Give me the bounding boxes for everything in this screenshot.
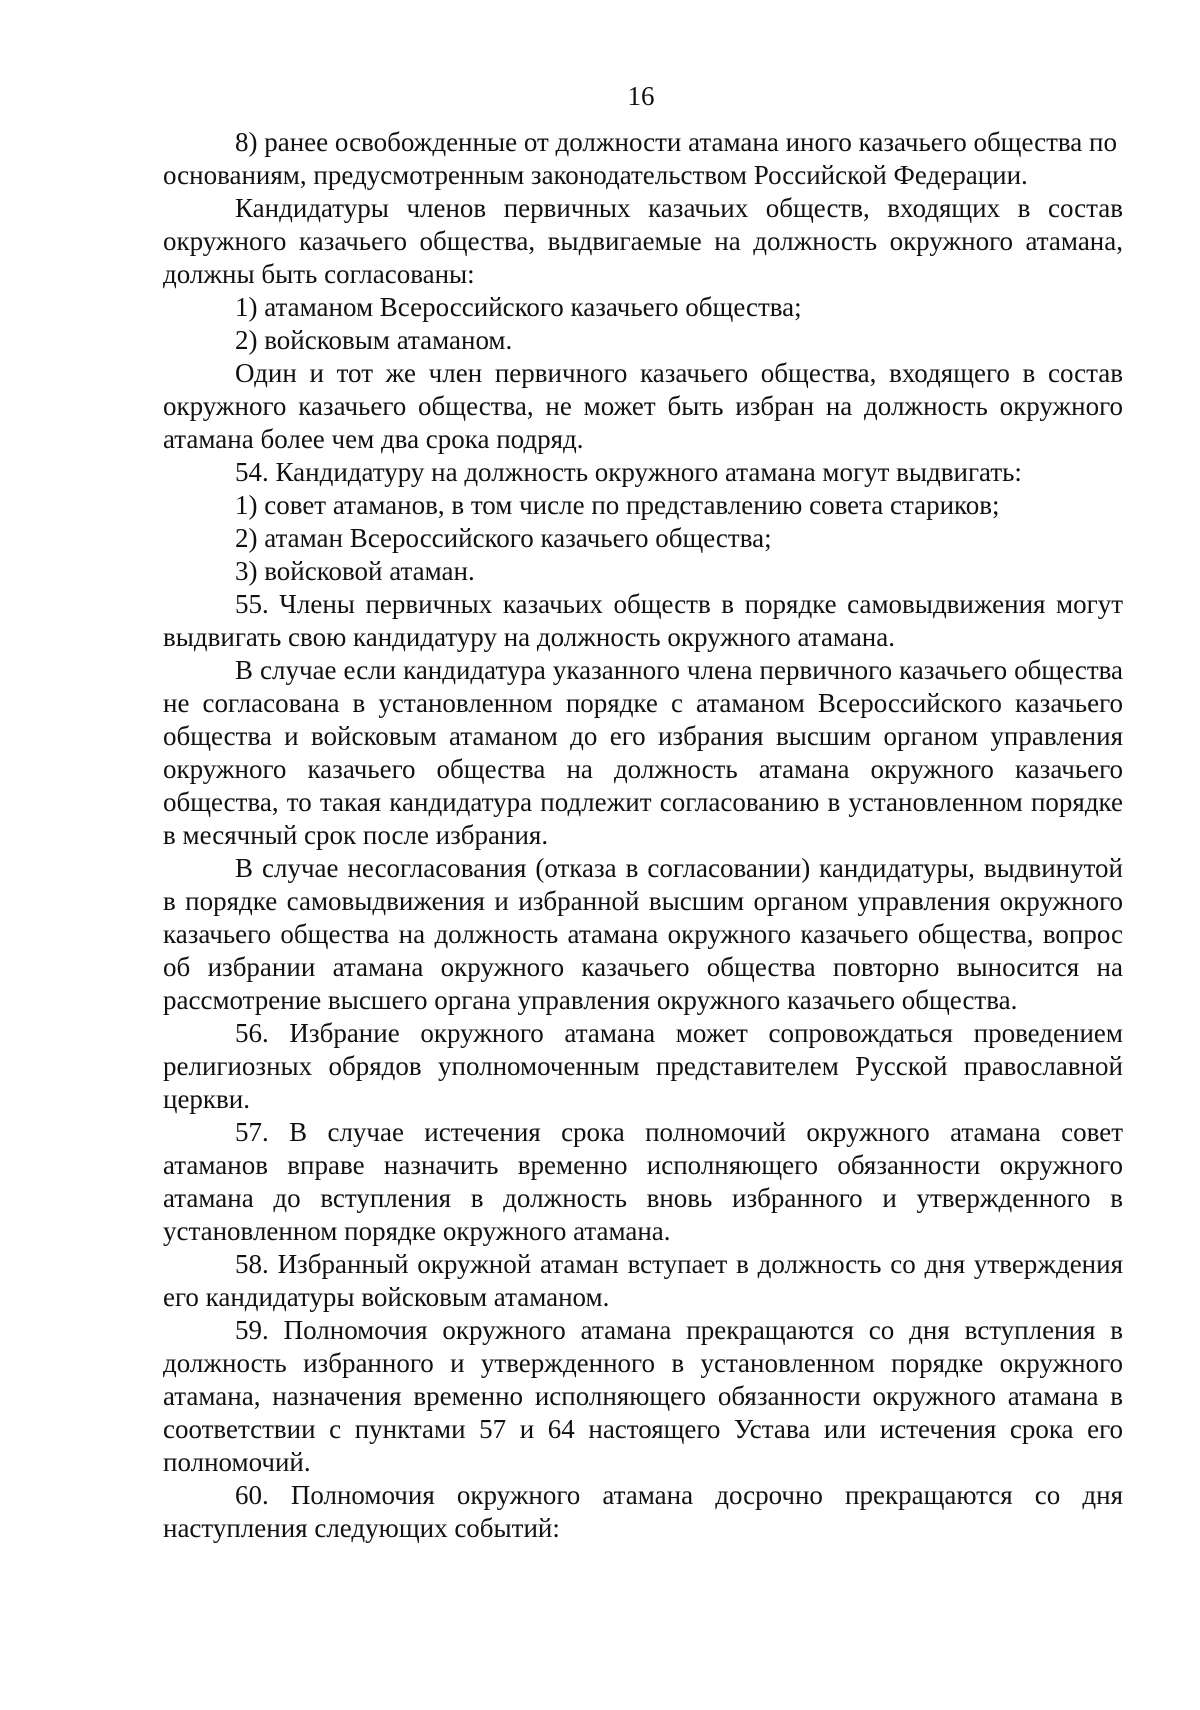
section-58: 58. Избранный окружной атаман вступает в должность со дня утверждения его кандидатуры войсковым атаманом. [163, 1249, 1123, 1312]
list-item: 1) атаманом Всероссийского казачьего общества; [235, 292, 802, 322]
document-body [163, 126, 1123, 1545]
list-item: 3) войсковой атаман. [235, 556, 475, 586]
section-60: 60. Полномочия окружного атамана досрочно прекращаются со дня наступления следующих событий: [163, 1480, 1123, 1543]
paragraph: Кандидатуры членов первичных казачьих обществ, входящих в состав окружного казачьего общества, выдвигаемые на должность окружного атамана, должны быть согласованы: [163, 193, 1123, 289]
section-56: 56. Избрание окружного атамана может сопровождаться проведением религиозных обрядов уполномоченным представителем Русской православной церкви. [163, 1018, 1123, 1114]
paragraph: В случае несогласования (отказа в согласовании) кандидатуры, выдвинутой в порядке самовыдвижения и избранной высшим органом управления окружного казачьего общества на должность атамана окружного казачьего общества, вопрос об избрании атамана окружного казачьего общества повторно выносится на рассмотрение высшего органа управления окружного казачьего общества. [163, 853, 1123, 1015]
section-57: 57. В случае истечения срока полномочий окружного атамана совет атаманов вправе назначить временно исполняющего обязанности окружного атамана до вступления в должность вновь избранного и утвержденного в установленном порядке окружного атамана. [163, 1117, 1123, 1246]
section-59: 59. Полномочия окружного атамана прекращаются со дня вступления в должность избранного и утвержденного в установленном порядке окружного атамана, назначения временно исполняющего обязанности окружного атамана в соответствии с пунктами 57 и 64 настоящего Устава или истечения срока его полномочий. [163, 1315, 1123, 1477]
paragraph: Один и тот же член первичного казачьего общества, входящего в состав окружного казачьего общества, не может быть избран на должность окружного атамана более чем два срока подряд. [163, 358, 1123, 454]
section-54: 54. Кандидатуру на должность окружного атамана могут выдвигать: [235, 457, 1022, 487]
list-item: 8) ранее освобожденные от должности атамана иного казачьего общества по основаниям, предусмотренным законодательством Российской Федерации. [163, 127, 1117, 190]
list-item: 2) войсковым атаманом. [235, 325, 513, 355]
paragraph: В случае если кандидатура указанного члена первичного казачьего общества не согласована в установленном порядке с атаманом Всероссийского казачьего общества и войсковым атаманом до его избрания высшим органом управления окружного казачьего общества на должность атамана окружного казачьего общества, то такая кандидатура подлежит согласованию в установленном порядке в месячный срок после избрания. [163, 655, 1123, 850]
section-55: 55. Члены первичных казачьих обществ в порядке самовыдвижения могут выдвигать свою кандидатуру на должность окружного атамана. [163, 589, 1123, 652]
page-number: 16 [627, 81, 655, 111]
list-item: 1) совет атаманов, в том числе по представлению совета стариков; [235, 490, 1000, 520]
list-item: 2) атаман Всероссийского казачьего общества; [235, 523, 772, 553]
